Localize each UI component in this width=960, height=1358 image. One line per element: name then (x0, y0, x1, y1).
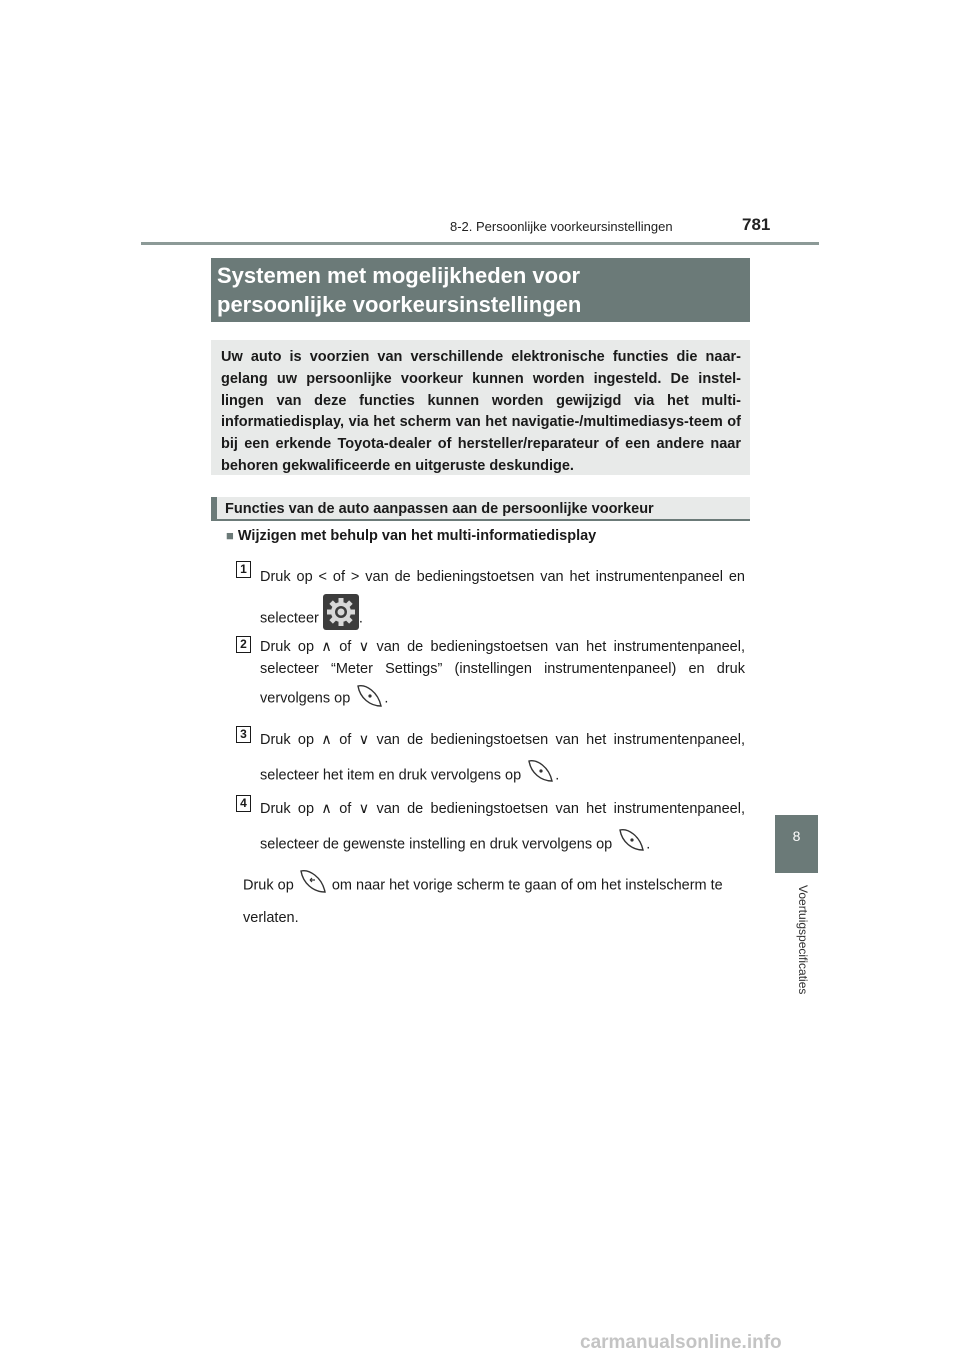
section-subheading: Functies van de auto aanpassen aan de persoonlijke voorkeur (211, 497, 750, 521)
step-3-text-end: . (555, 767, 560, 784)
bullet-heading-text: Wijzigen met behulp van het multi-informatiedisplay (237, 528, 597, 544)
header-rule (141, 242, 819, 245)
bullet-heading (226, 528, 596, 544)
back-instruction-start: Druk op (243, 877, 294, 894)
page-title-line-2: persoonlijke voorkeursinstellingen (217, 292, 582, 317)
step-2-text-main: Druk op ∧ of ∨ van de bedieningstoetsen van het instrumentenpaneel, selecteer “Meter Settings” (instellingen instrumentenpaneel) en druk vervolgens op (260, 639, 745, 707)
step-4-text-main: Druk op ∧ of ∨ van de bedieningstoetsen van het instrumentenpaneel, selecteer de gewenste instelling en druk vervolgens op (260, 801, 745, 853)
step-1-text-main: Druk op < of > van de bedieningstoetsen van het instrumentenpaneel en selecteer (260, 569, 745, 627)
page-title-line-1: Systemen met mogelijkheden voor (217, 263, 581, 288)
back-instruction-end: om naar het vorige scherm te gaan of om het instelscherm te verlaten. (243, 877, 723, 926)
step-2-text-end: . (384, 690, 389, 707)
step-number-4: 4 (236, 795, 251, 812)
back-button-icon (298, 866, 328, 905)
header-section-title: 8-2. Persoonlijke voorkeursinstellingen (450, 219, 673, 234)
step-number-3: 3 (236, 726, 251, 743)
step-3-text-main: Druk op ∧ of ∨ van de bedieningstoetsen van het instrumentenpaneel, selecteer het item en druk vervolgens op (260, 732, 745, 784)
intro-paragraph: Uw auto is voorzien van verschillende elektronische functies die naar-gelang uw persoonlijke voorkeur kunnen worden ingesteld. De instel-lingen van deze functies kunnen worden gewijzigd via het multi-informatiedisplay, via het scherm van het navigatie-/multimediasys-teem of bij een erkende Toyota-dealer of hersteller/reparateur of een andere naar behoren gekwalificeerde en uitgeruste deskundige. (211, 340, 750, 475)
chapter-tab (775, 815, 818, 873)
watermark: carmanualsonline.info (580, 1332, 782, 1353)
step-4-text-end: . (646, 836, 651, 853)
step-number-2: 2 (236, 636, 251, 653)
step-1-text-end: . (358, 610, 363, 627)
page-title (211, 258, 750, 322)
step-3-text (260, 726, 745, 796)
page-number: 781 (742, 215, 771, 234)
ok-button-icon (354, 680, 384, 717)
step-2-text (260, 636, 745, 717)
step-1-text (260, 561, 745, 643)
step-4-text (260, 795, 745, 865)
chapter-label: Voertuigspecificaties (796, 885, 810, 995)
back-instruction (243, 866, 745, 931)
ok-button-icon (525, 755, 555, 796)
chapter-number: 8 (792, 828, 801, 844)
step-number-1: 1 (236, 561, 251, 578)
ok-button-icon (616, 824, 646, 865)
bullet-square-icon: ■ (226, 528, 234, 543)
